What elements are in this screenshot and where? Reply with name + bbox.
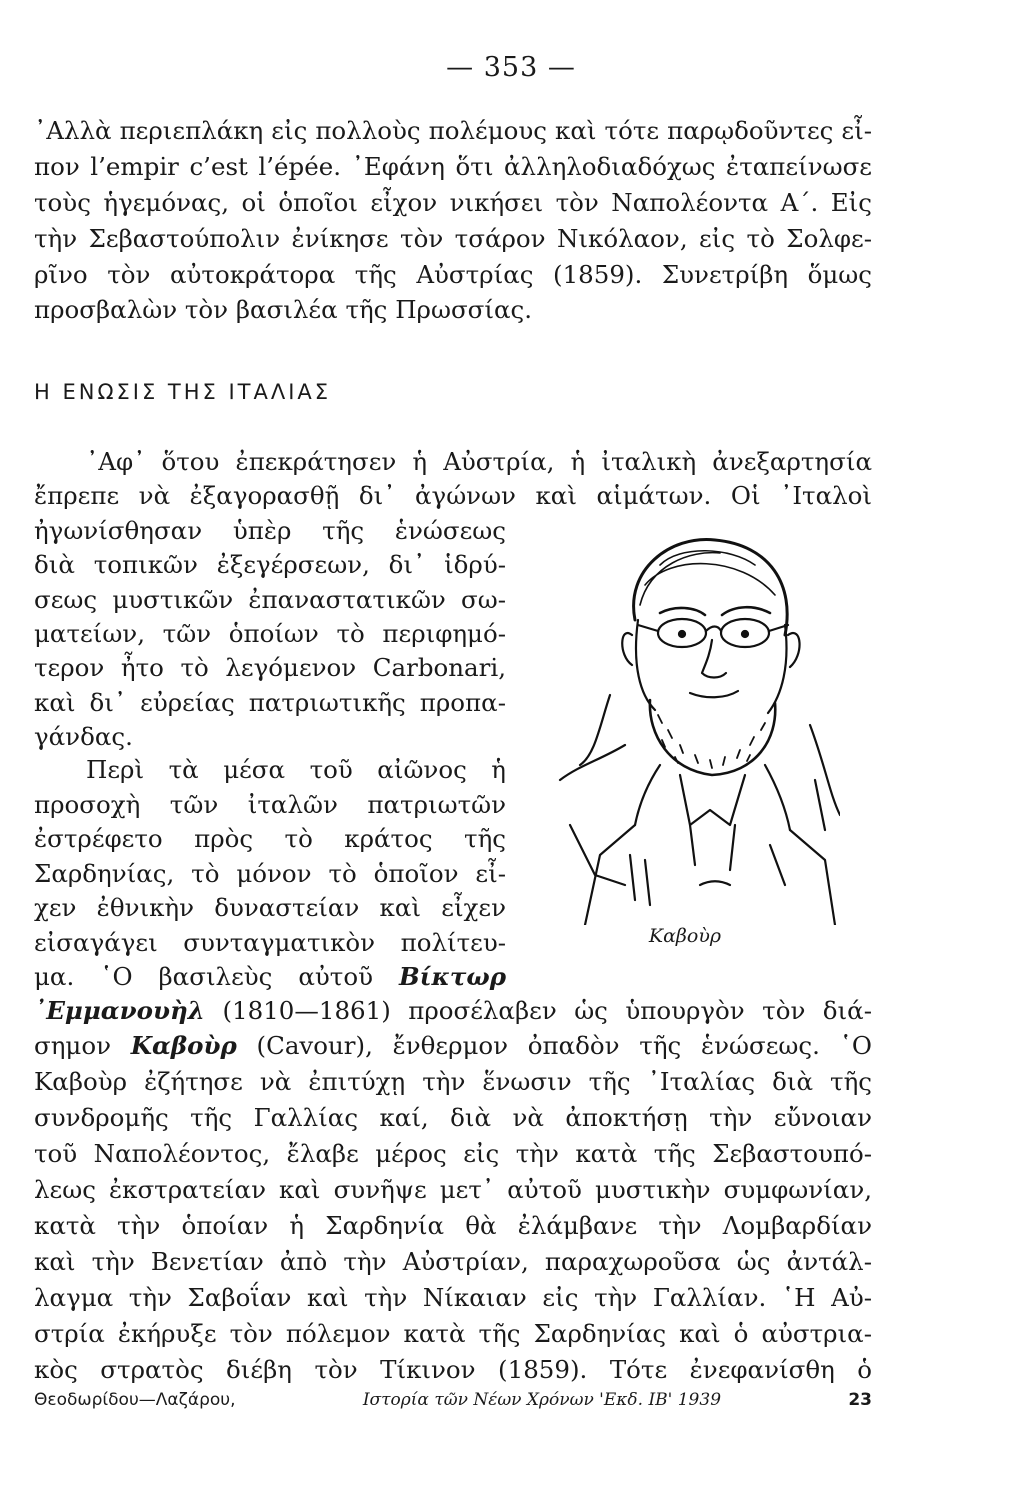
para2-line: κὸς στρατὸς διέβη τὸν Τίκινον (1859). Τότε ἐνεφανίσθη ὁ [34, 1355, 872, 1384]
para2-line: κατὰ τὴν ὁποίαν ἡ Σαρδηνία θὰ ἐλάμβανε τὴν Λομβαρδίαν [34, 1211, 872, 1240]
para2-line-text: (1810—1861) προσέλαβεν ὡς ὑπουργὸν τὸν διά- [222, 996, 872, 1025]
para2-line: καὶ τὴν Βενετίαν ἀπὸ τὴν Αὐστρίαν, παραχωροῦσα ὡς ἀντάλ- [34, 1247, 872, 1276]
section-heading: Η ΕΝΩΣΙΣ ΤΗΣ ΙΤΑΛΙΑΣ [34, 380, 332, 404]
footer-signature: 23 [848, 1390, 872, 1410]
para2-line: Περὶ τὰ μέσα τοῦ αἰῶνος ἡ [86, 755, 506, 784]
para1-line: ἠγωνίσθησαν ὑπὲρ τῆς ἑνώσεως [34, 516, 506, 545]
intro-line: ᾿Αλλὰ περιεπλάκη εἰς πολλοὺς πολέμους καὶ τότε παρῳδοῦντες εἶ- [34, 116, 872, 145]
para2-line-text: σημον [34, 1031, 111, 1060]
para1-line: γάνδας. [34, 722, 133, 751]
para1-line: ἔπρεπε νὰ ἐξαγορασθῇ δι᾿ ἀγώνων καὶ αἱμάτων. Οἱ ᾿Ιταλοὶ [34, 481, 872, 510]
bold-name-victor: Βίκτωρ [398, 962, 506, 991]
para1-line: διὰ τοπικῶν ἐξεγέρσεων, δι᾿ ἱδρύ- [34, 550, 506, 579]
para2-line: χεν ἐθνικὴν δυναστείαν καὶ εἶχεν [34, 893, 506, 922]
intro-line: τοὺς ἡγεμόνας, οἱ ὁποῖοι εἶχον νικήσει τὸν Ναπολέοντα Α΄. Εἰς [34, 188, 872, 217]
para1-line: ᾿Αφ᾿ ὅτου ἐπεκράτησεν ἡ Αὐστρία, ἡ ἰταλικὴ ἀνεξαρτησία [86, 447, 872, 476]
page-number: — 353 — [446, 52, 576, 83]
para2-line: Καβοὺρ ἐζήτησε νὰ ἐπιτύχῃ τὴν ἕνωσιν τῆς ᾿Ιταλίας διὰ τῆς [34, 1067, 872, 1096]
para2-line: λεως ἐκστρατείαν καὶ συνῆψε μετ᾿ αὐτοῦ μυστικὴν συμφωνίαν, [34, 1175, 872, 1204]
para2-line: εἰσαγάγει συνταγματικὸν πολίτευ- [34, 928, 506, 957]
para1-line: τερον ἦτο τὸ λεγόμενον Carbonari, [34, 653, 506, 682]
footer-authors: Θεοδωρίδου—Λαζάρου, [34, 1390, 236, 1410]
para2-line: Σαρδηνίας, τὸ μόνον τὸ ὁποῖον εἶ- [34, 859, 506, 888]
para1-line: καὶ δι᾿ εὐρείας πατριωτικῆς προπα- [34, 688, 506, 717]
intro-line: ρῖνο τὸν αὐτοκράτορα τῆς Αὐστρίας (1859). Συνετρίβη ὅμως [34, 260, 872, 289]
intro-line: τὴν Σεβαστούπολιν ἐνίκησε τὸν τσάρον Νικόλαον, εἰς τὸ Σολφε- [34, 224, 872, 253]
para2-line: λαγμα τὴν Σαβοΐαν καὶ τὴν Νίκαιαν εἰς τὴν Γαλλίαν. ῾Η Αὐ- [34, 1283, 872, 1312]
bold-name-cavour: Καβοὺρ [130, 1031, 237, 1060]
para1-line: ματείων, τῶν ὁποίων τὸ περιφημό- [34, 619, 506, 648]
bold-name-emmanuel: ᾿Εμμανουὴλ [34, 996, 205, 1025]
figure-caption: Καβοὺρ [648, 925, 722, 947]
cavour-portrait [540, 525, 840, 925]
para2-line [34, 959, 506, 995]
para2-line [34, 1028, 872, 1064]
intro-line: προσβαλὼν τὸν βασιλέα τῆς Πρωσσίας. [34, 295, 533, 324]
para2-line-text: (Cavour), ἔνθερμον ὀπαδὸν τῆς ἑνώσεως. ῾Ο [256, 1031, 872, 1060]
para2-line-text: μα. ῾Ο βασιλεὺς αὐτοῦ [34, 962, 373, 991]
para2-line: ἐστρέφετο πρὸς τὸ κράτος τῆς [34, 824, 506, 853]
para2-line: στρία ἐκήρυξε τὸν πόλεμον κατὰ τῆς Σαρδηνίας καὶ ὁ αὐστρια- [34, 1319, 872, 1348]
para2-line: προσοχὴ τῶν ἰταλῶν πατριωτῶν [34, 790, 506, 819]
para2-line [34, 993, 872, 1029]
intro-line: πον l’empir c’est l’épée. ᾿Εφάνη ὅτι ἀλληλοδιαδόχως ἐταπείνωσε [34, 152, 872, 181]
footer-book-title: Ιστορία τῶν Νέων Χρόνων 'Εκδ. ΙΒ' 1939 [362, 1390, 722, 1410]
para2-line: συνδρομῆς τῆς Γαλλίας καί, διὰ νὰ ἀποκτήσῃ τὴν εὔνοιαν [34, 1103, 872, 1132]
para1-line: σεως μυστικῶν ἐπαναστατικῶν σω- [34, 585, 506, 614]
para2-line: τοῦ Ναπολέοντος, ἔλαβε μέρος εἰς τὴν κατὰ τῆς Σεβαστουπό- [34, 1139, 872, 1168]
footer [34, 1390, 872, 1410]
